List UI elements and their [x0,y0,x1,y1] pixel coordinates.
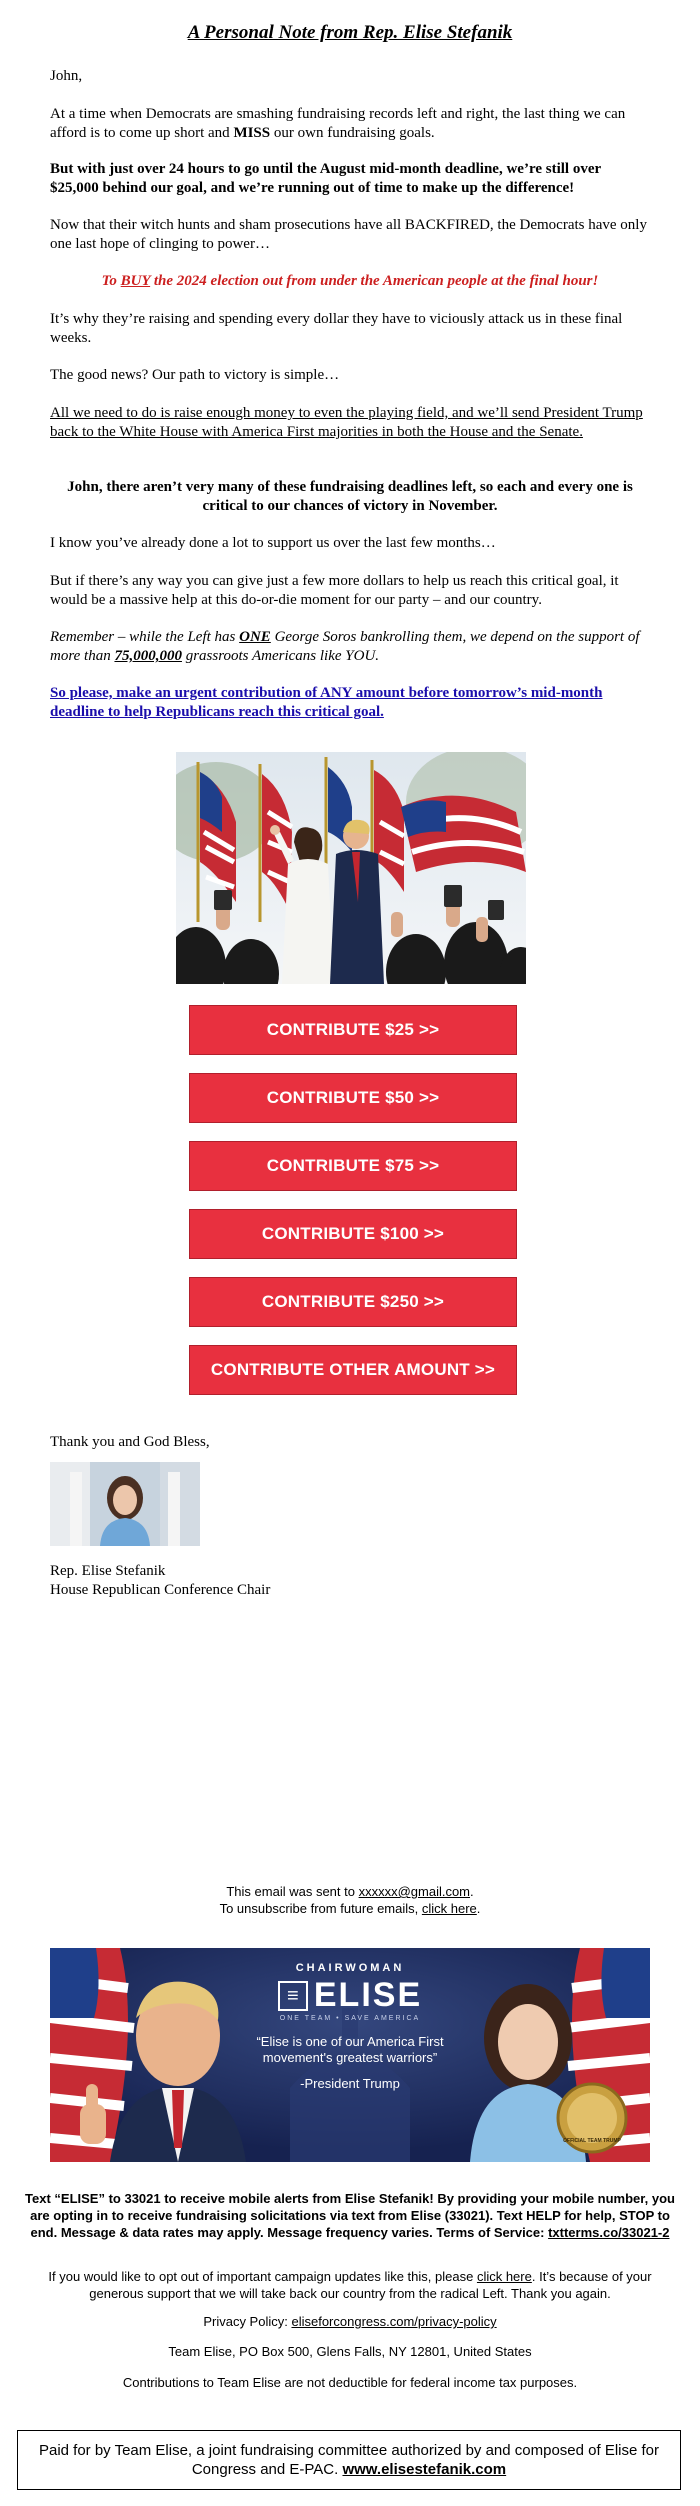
elise-banner[interactable] [50,1948,650,2162]
contribute-other-button[interactable]: CONTRIBUTE OTHER AMOUNT >> [189,1345,517,1395]
paragraph-7: All we need to do is raise enough money to even the playing field, and we’ll send President Trump back to the White House with America First majorities in both the House and the Senate. [50,405,643,440]
rally-photo-illustration [176,752,526,984]
address-line: Team Elise, PO Box 500, Glens Falls, NY 12801, United States [168,2344,532,2359]
sent-to-line: This email was sent to xxxxxx@gmail.com. [226,1884,474,1899]
privacy-link[interactable]: eliseforcongress.com/privacy-policy [291,2314,497,2329]
paragraph-9: I know you’ve already done a lot to support us over the last few months… [50,535,496,551]
contribute-50-button[interactable]: CONTRIBUTE $50 >> [189,1073,517,1123]
contribute-75-button[interactable]: CONTRIBUTE $75 >> [189,1141,517,1191]
banner-chairwoman: CHAIRWOMAN [295,1962,405,1974]
unsubscribe-line: To unsubscribe from future emails, click here. [219,1901,481,1916]
sms-terms-link[interactable]: txtterms.co/33021-2 [548,2225,670,2240]
hero-photo[interactable] [176,752,526,984]
banner-name: ELISE [313,1976,423,2014]
unsubscribe-link[interactable]: click here [421,1901,477,1916]
banner-attribution: -President Trump [300,2076,400,2091]
contribute-100-button[interactable]: CONTRIBUTE $100 >> [189,1209,517,1259]
optout-link[interactable]: click here [476,2269,532,2284]
paragraph-10: But if there’s any way you can give just a few more dollars to help us reach this critical goal, it would be a massive help at this do-or-die moment for our party – and our country. [50,573,619,608]
paragraph-11: Remember – while the Left has ONE George Soros bankrolling them, we depend on the support of more than 75,000,000 grassroots Americans like YOU. [50,629,640,664]
tax-line: Contributions to Team Elise are not deductible for federal income tax purposes. [122,2375,578,2390]
paragraph-6: The good news? Our path to victory is simple… [50,367,340,383]
email-title: A Personal Note from Rep. Elise Stefanik [187,22,513,43]
paragraph-2: But with just over 24 hours to go until the August mid-month deadline, we’re still over $25,000 behind our goal, and we’re running out of time to make up the difference! [50,161,601,196]
privacy-line: Privacy Policy: eliseforcongress.com/privacy-policy [203,2314,497,2329]
elise-e-icon: ≡ [278,1981,308,2011]
signature-title: House Republican Conference Chair [50,1582,271,1598]
signature-photo [50,1462,200,1546]
paragraph-3: Now that their witch hunts and sham prosecutions have all BACKFIRED, the Democrats have only one last hope of clinging to power… [50,217,647,252]
recipient-email-link[interactable]: xxxxxx@gmail.com [358,1884,471,1899]
banner-tagline: ONE TEAM • SAVE AMERICA [279,2015,421,2022]
sms-disclaimer: Text “ELISE” to 33021 to receive mobile alerts from Elise Stefanik! By providing your mobile number, you are opting in to receive fundraising solicitations via text from Elise (33021). Text HELP for help, STOP to end. Message & data rates may apply. Message frequency varies. Terms of Service: txtterms.co/33021-2 [25,2191,675,2240]
signoff: Thank you and God Bless, [50,1434,210,1450]
paragraph-1: At a time when Democrats are smashing fundraising records left and right, the last thing we can afford is to come up short and MISS our own fundraising goals. [50,106,626,141]
optout-line: If you would like to opt out of important campaign updates like this, please click here. It’s because of your generous support that we will take back our country from the radical Left. Thank you again. [48,2269,652,2301]
contribute-250-button[interactable]: CONTRIBUTE $250 >> [189,1277,517,1327]
greeting: John, [50,68,83,84]
website-link[interactable]: www.elisestefanik.com [342,2461,507,2478]
paragraph-4: To BUY the 2024 election out from under the American people at the final hour! [101,273,599,289]
paragraph-8: John, there aren’t very many of these fundraising deadlines left, so each and every one is critical to our chances of victory in November. [67,479,633,514]
banner-quote: “Elise is one of our America First movement's greatest warriors” [256,2034,444,2065]
contribute-25-button[interactable]: CONTRIBUTE $25 >> [189,1005,517,1055]
paid-for-box: Paid for by Team Elise, a joint fundraising committee authorized by and composed of Elise for Congress and E-PAC. www.elisestefanik.com [17,2430,681,2490]
paragraph-5: It’s why they’re raising and spending every dollar they have to viciously attack us in these final weeks. [50,311,623,346]
banner-seal-text: OFFICIAL TEAM TRUMP [563,2138,621,2144]
signature-name: Rep. Elise Stefanik [50,1563,166,1579]
contribute-link[interactable]: So please, make an urgent contribution of ANY amount before tomorrow’s mid-month deadline to help Republicans reach this critical goal. [50,685,603,720]
portrait-illustration [50,1462,200,1546]
banner-logo [278,1976,422,2015]
